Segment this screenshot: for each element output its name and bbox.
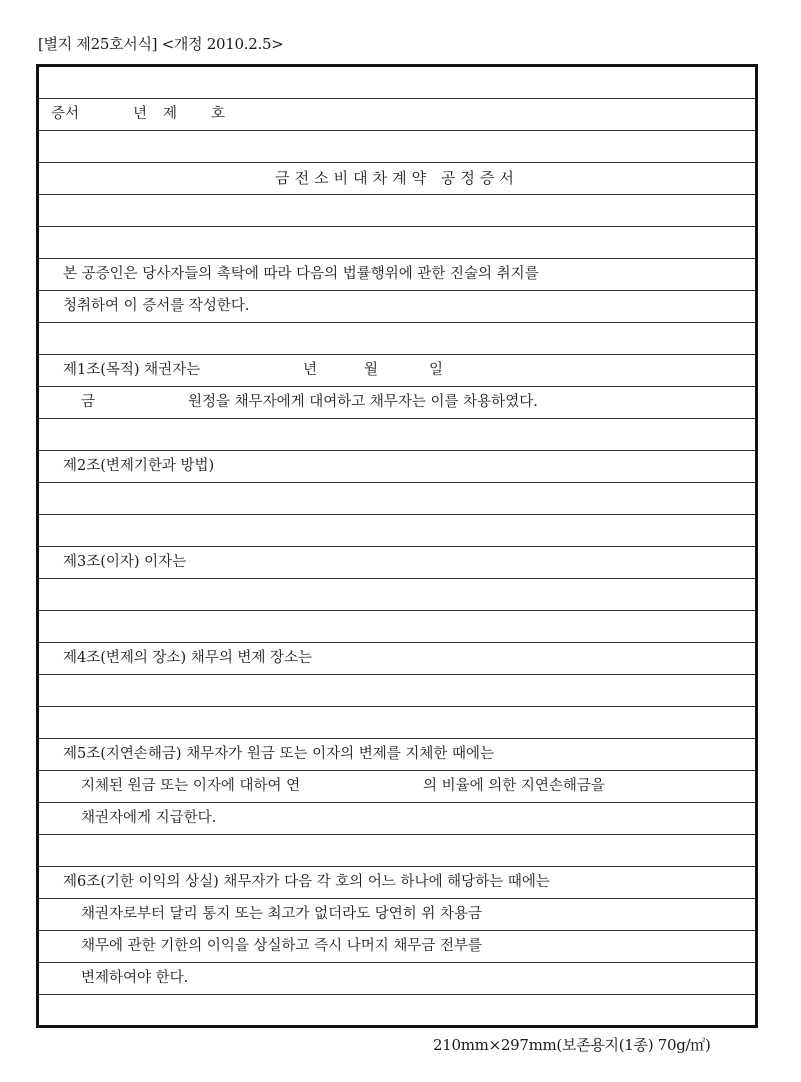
article-6-row (39, 899, 755, 931)
article-6-row (39, 963, 755, 995)
article-1-heading: 제1조(목적) 채권자는 (63, 362, 201, 378)
blank-row[interactable] (39, 67, 755, 99)
article-5-row (39, 739, 755, 771)
article-3-heading: 제3조(이자) 이자는 (63, 554, 187, 570)
article-6-line-2: 채권자로부터 달리 통지 또는 최고가 없더라도 당연히 위 차용금 (81, 906, 483, 922)
form-label: [별지 제25호서식] <개정 2010.2.5> (38, 35, 284, 53)
article-6-line-4: 변제하여야 한다. (81, 970, 189, 986)
article-6-row (39, 867, 755, 899)
certificate-year-label: 년 (133, 106, 148, 122)
certificate-number-label: 제 (163, 106, 178, 122)
certificate-prefix: 증서 (51, 106, 80, 122)
article-1-month-label: 월 (364, 362, 379, 378)
article-1-amount-row[interactable] (39, 387, 755, 419)
blank-row[interactable] (39, 323, 755, 355)
preamble-line-2: 청취하여 이 증서를 작성한다. (63, 298, 250, 314)
article-4-blank-row[interactable] (39, 675, 755, 707)
article-5-line-1: 제5조(지연손해금) 채무자가 원금 또는 이자의 변제를 지체한 때에는 (63, 746, 494, 762)
blank-row[interactable] (39, 195, 755, 227)
blank-row[interactable] (39, 835, 755, 867)
article-2-row (39, 451, 755, 483)
article-2-blank-row[interactable] (39, 483, 755, 515)
article-1-year-label: 년 (303, 362, 318, 378)
blank-row[interactable] (39, 419, 755, 451)
article-5-line-3: 채권자에게 지급한다. (81, 810, 217, 826)
document-title: 금전소비대차계약 공정증서 (275, 169, 519, 187)
title-row (39, 163, 755, 195)
preamble-line-1: 본 공증인은 당사자들의 촉탁에 따라 다음의 법률행위에 관한 진술의 취지를 (63, 266, 539, 282)
preamble-row (39, 291, 755, 323)
blank-row[interactable] (39, 995, 755, 1025)
article-2-heading: 제2조(변제기한과 방법) (63, 458, 215, 474)
paper-spec: 210mm×297mm(보존용지(1종) 70g/㎡) (433, 1036, 711, 1054)
article-1-row[interactable] (39, 355, 755, 387)
article-5-line-2-part-1: 지체된 원금 또는 이자에 대하여 연 (81, 778, 301, 794)
article-5-line-2-part-2: 의 비율에 의한 지연손해금을 (423, 778, 605, 794)
preamble-row (39, 259, 755, 291)
certificate-form-table (36, 64, 758, 1028)
article-6-row (39, 931, 755, 963)
certificate-suffix: 호 (211, 106, 226, 122)
blank-row[interactable] (39, 707, 755, 739)
article-3-row[interactable] (39, 547, 755, 579)
certificate-number-row[interactable] (39, 99, 755, 131)
article-3-blank-row[interactable] (39, 579, 755, 611)
blank-row[interactable] (39, 515, 755, 547)
article-4-row[interactable] (39, 643, 755, 675)
article-6-line-1: 제6조(기한 이익의 상실) 채무자가 다음 각 호의 어느 하나에 해당하는 때에는 (63, 874, 550, 890)
article-5-row (39, 803, 755, 835)
article-6-line-3: 채무에 관한 기한의 이익을 상실하고 즉시 나머지 채무금 전부를 (81, 938, 483, 954)
blank-row[interactable] (39, 611, 755, 643)
article-4-heading: 제4조(변제의 장소) 채무의 변제 장소는 (63, 650, 313, 666)
article-1-amount-label: 금 (81, 394, 96, 410)
article-1-day-label: 일 (429, 362, 444, 378)
blank-row[interactable] (39, 227, 755, 259)
blank-row[interactable] (39, 131, 755, 163)
article-1-line-2: 원정을 채무자에게 대여하고 채무자는 이를 차용하였다. (188, 394, 538, 410)
article-5-rate-row[interactable] (39, 771, 755, 803)
